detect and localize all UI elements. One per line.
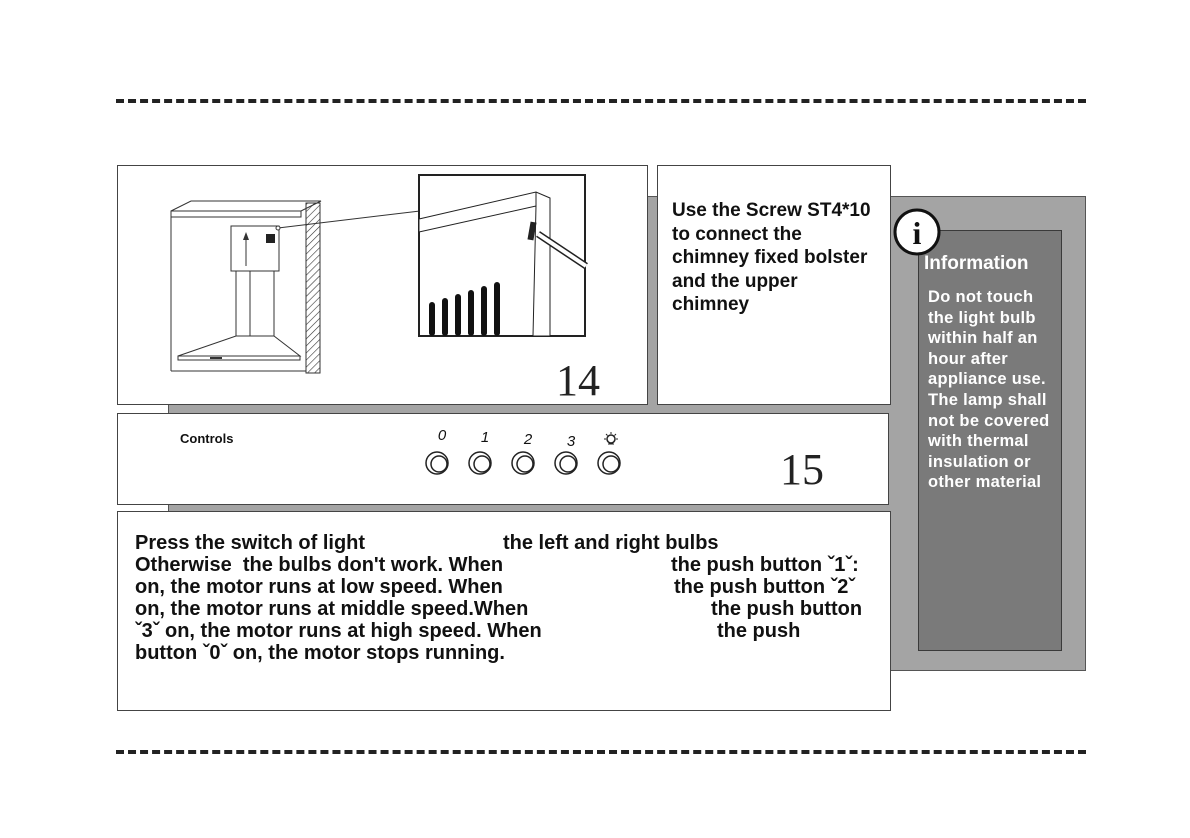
information-title: Information	[924, 253, 1029, 274]
knob-1-button[interactable]	[468, 451, 492, 475]
step15-controls-box	[117, 413, 889, 505]
knob-label-1: 1	[480, 429, 490, 446]
knob-0-button[interactable]	[425, 451, 449, 475]
instruction-line-5-right: the push	[717, 620, 801, 642]
instruction-line-4-left: on, the motor runs at middle speed.When	[135, 598, 529, 620]
knob-light-button[interactable]	[597, 451, 621, 475]
knob-2-button[interactable]	[511, 451, 535, 475]
instruction-line-4-right: the push button	[711, 598, 863, 620]
instruction-line-3-left: on, the motor runs at low speed. When	[135, 576, 503, 598]
step14-text: Use the Screw ST4*10 to connect the chimney fixed bolster and the upper chimney	[672, 200, 871, 315]
screw-detail-inset	[418, 174, 588, 339]
knob-label-2: 2	[523, 431, 533, 448]
instruction-line-2-right: the push button ˇ1ˇ:	[671, 554, 859, 576]
top-dashed-rule	[116, 99, 1086, 103]
instruction-line-1-left: Press the switch of light	[135, 532, 366, 554]
controls-title: Controls	[180, 431, 234, 446]
instruction-line-6-left: button ˇ0ˇ on, the motor stops running.	[135, 642, 505, 664]
information-body: Do not touch the light bulb within half an hour after appliance use. The lamp shall not be covered with thermal insulation or other material	[928, 288, 1050, 492]
step-number-15: 15	[780, 445, 824, 494]
knob-label-3: 3	[566, 433, 576, 450]
bottom-dashed-rule	[116, 750, 1086, 754]
instruction-line-3-right: the push button ˇ2ˇ	[674, 576, 856, 598]
instruction-line-2-left: Otherwise the bulbs don't work. When	[135, 554, 504, 576]
step-number-14: 14	[556, 356, 600, 405]
info-icon	[893, 208, 941, 256]
knob-3-button[interactable]	[554, 451, 578, 475]
light-bulb-icon	[603, 431, 619, 447]
instruction-line-5-left: ˇ3ˇ on, the motor runs at high speed. When	[135, 620, 542, 642]
knob-label-0: 0	[437, 427, 447, 444]
instruction-line-1-right: the left and right bulbs	[503, 532, 719, 554]
info-icon-letter: i	[912, 215, 922, 251]
